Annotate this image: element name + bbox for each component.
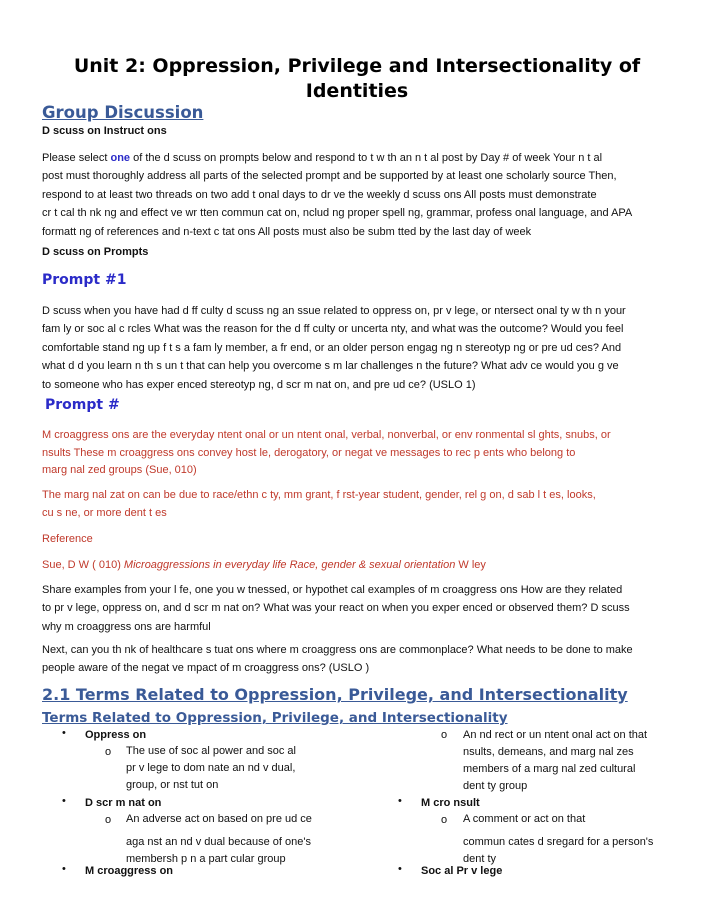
bullet-icon: • xyxy=(62,863,66,875)
definition-line: M croaggress ons are the everyday ntent onal or un ntent onal, verbal, nonverbal, or env ronmental sl ghts, snubs, or xyxy=(42,429,611,441)
instructions-line: respond to at least two threads on two add t onal days to dr ve the weekly d scuss ons All posts must demonstrate xyxy=(42,188,597,201)
prompt-1-line: comfortable stand ng up f t s a fam ly member, a fr end, or an older person engag ng n stereotyp ng or pre ud ces? And xyxy=(42,341,622,354)
sub-bullet-icon: o xyxy=(441,814,448,826)
instructions-label: D scuss on Instruct ons xyxy=(42,125,167,137)
term-discrimination-definition xyxy=(126,811,312,868)
group-discussion-heading: Group Discussion xyxy=(42,103,204,122)
term-discrimination-label: D scr m nat on xyxy=(85,797,162,809)
share-line: why m croaggress ons are harmful xyxy=(42,620,211,633)
prompt-1-line: what d d you learn n th s un t that can help you overcome s m lar challenges n the future? What adv ce would you g ve xyxy=(42,360,619,373)
sub-bullet-icon: o xyxy=(105,814,112,826)
citation-publisher: W ley xyxy=(455,559,486,571)
share-examples-paragraph xyxy=(42,581,682,636)
bullet-icon: • xyxy=(398,795,402,807)
terms-subheading: Terms Related to Oppression, Privilege, and Intersectionality xyxy=(42,710,508,726)
emphasis-one: one xyxy=(110,152,131,164)
definition-line: nsults, demeans, and marg nal zes xyxy=(463,746,634,758)
document-title: Unit 2: Oppression, Privilege and Intersectionality of Identities xyxy=(73,55,641,102)
instructions-line: cr t cal th nk ng and effect ve wr tten commun cat on, nclud ng proper spell ng, grammar, profess onal language, and APA xyxy=(42,207,633,220)
bullet-icon: • xyxy=(62,727,66,739)
healthcare-line: people aware of the negat ve mpact of m croaggress ons? (USLO ) xyxy=(42,662,370,675)
term-oppression-definition xyxy=(126,743,296,794)
prompt-1-line: fam ly or soc al c rcles What was the reason for the d ff culty or uncerta nty, and what was the outcome? Would you feel xyxy=(42,323,624,336)
note-line: cu s ne, or more dent t es xyxy=(42,506,167,519)
reference-citation xyxy=(42,556,682,574)
prompt-1-line: D scuss when you have had d ff culty d scuss ng an ssue related to oppress on, pr v lege, or ntersect onal ty w th n your xyxy=(42,305,626,317)
definition-line: group, or nst tut on xyxy=(126,779,219,791)
instructions-paragraph xyxy=(42,149,682,241)
instructions-line: formatt ng of references and n-text c tat ons All posts must also be subm tted by the last day of week xyxy=(42,225,532,238)
term-oppression-label: Oppress on xyxy=(85,729,147,741)
citation-title: Microaggressions in everyday life Race, gender & sexual orientation xyxy=(123,559,456,571)
healthcare-paragraph xyxy=(42,641,682,678)
instructions-text: of the d scuss on prompts below and respond to t w th an n t al post by Day # of week Your n t al xyxy=(130,152,603,164)
term-microaggression-definition xyxy=(463,727,647,795)
term-microaggression-label: M croaggress on xyxy=(85,865,174,877)
marginalization-note xyxy=(42,487,682,522)
prompts-label: D scuss on Prompts xyxy=(42,246,149,258)
definition-line: dent ty xyxy=(463,853,497,865)
term-microinsult-label: M cro nsult xyxy=(421,797,480,809)
note-line: The marg nal zat on can be due to race/ethn c ty, mm grant, f rst-year student, gender, rel g on, d sab l t es, looks, xyxy=(42,489,596,501)
definition-line: members of a marg nal zed cultural xyxy=(463,763,636,775)
definition-line: commun cates d sregard for a person's xyxy=(463,836,654,848)
reference-label xyxy=(42,530,682,548)
definition-line: aga nst an nd v dual because of one's xyxy=(126,836,311,848)
microaggression-definition xyxy=(42,427,682,480)
healthcare-line: Next, can you th nk of healthcare s tuat ons where m croaggress ons are commonplace? What needs to be done to make xyxy=(42,644,633,656)
definition-line: dent ty group xyxy=(463,780,528,792)
prompt-1-text xyxy=(42,302,682,394)
term-social-privilege-label: Soc al Pr v lege xyxy=(421,865,503,877)
definition-line: marg nal zed groups (Sue, 010) xyxy=(42,464,197,476)
section-2-1-heading: 2.1 Terms Related to Oppression, Privilege, and Intersectionality xyxy=(42,685,628,704)
instructions-line: post must thoroughly address all parts of the selected prompt and be supported by at least one scholarly source Then, xyxy=(42,170,617,183)
term-microinsult-definition xyxy=(463,811,653,868)
definition-line: membersh p n a part cular group xyxy=(126,853,286,865)
sub-bullet-icon: o xyxy=(441,729,448,741)
definition-line: nsults These m croaggress ons convey host le, derogatory, or negat ve messages to rec p ents who belong to xyxy=(42,446,576,459)
definition-line: The use of soc al power and soc al xyxy=(126,745,296,757)
share-line: to pr v lege, oppress on, and d scr m nat on? What was your react on when you exper enced or observed them? D scuss xyxy=(42,602,630,615)
bullet-icon: • xyxy=(62,795,66,807)
prompt-2-heading: Prompt # xyxy=(45,397,120,413)
bullet-icon: • xyxy=(398,863,402,875)
definition-line: An nd rect or un ntent onal act on that xyxy=(463,729,648,741)
prompt-1-line: to someone who has exper enced stereotyp ng, d scr m nat on, and pre ud ce? (USLO 1) xyxy=(42,378,476,391)
instructions-text: Please select xyxy=(42,152,111,164)
citation-author: Sue, D W ( 010) xyxy=(42,559,124,571)
prompt-1-heading: Prompt #1 xyxy=(42,272,127,288)
reference-label-text: Reference xyxy=(42,533,93,545)
definition-line: An adverse act on based on pre ud ce xyxy=(126,813,312,825)
definition-line: A comment or act on that xyxy=(463,813,586,825)
definition-line: pr v lege to dom nate an nd v dual, xyxy=(126,762,296,774)
share-line: Share examples from your l fe, one you w tnessed, or hypothet cal examples of m croaggress ons How are they related xyxy=(42,584,623,596)
sub-bullet-icon: o xyxy=(105,746,112,758)
